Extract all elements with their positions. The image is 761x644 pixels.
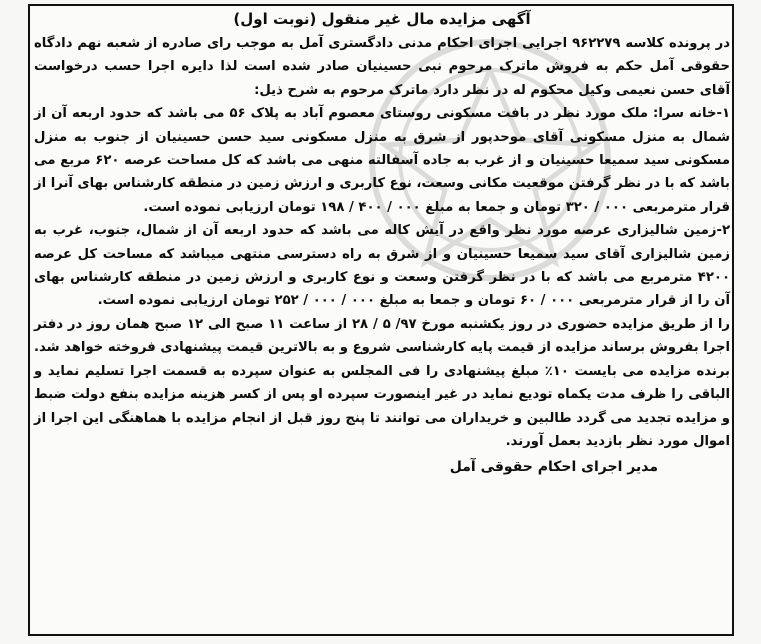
intro-paragraph: در پرونده کلاسه ۹۶۲۲۷۹ اجرایی اجرای احکام مدنی دادگستری آمل به موجب رای صادره از شعبه نهم دادگاه حقوقی آمل حکم به فروش ماترک مرحوم نبی حسینیان صادر شده است لذا دایره اجرا حسب درخواست آقای حسن نعیمی وکیل محکوم له در نظر دارد ماترک مرحوم به شرح ذیل: bbox=[34, 36, 730, 98]
auction-terms-paragraph: را از طریق مزایده حضوری در روز یکشنبه مورخ ۹۷/ ۵ / ۲۸ از ساعت ۱۱ صبح الی ۱۲ صبح همان روز در دفتر اجرا بفروش برساند مزایده از قیمت پایه کارشناسی شروع و به بالاترین قیمت پیشنهادی فروخته خواهد شد. برنده مزایده می بایست ۱۰٪ مبلغ پیشنهادی را فی المجلس به عنوان سپرده به قسمت اجرا تسلیم نماید و الباقی را ظرف مدت یکماه تودیع نماید در غیر اینصورت سپرده او پس از کسر هزینه مزایده بنفع دولت ضبط و مزایده تجدید می گردد طالبین و خریداران می توانند تا پنج روز قبل از انجام مزایده با هماهنگی این اجرا از اموال مورد نظر بازدید بعمل آورند. bbox=[33, 316, 731, 449]
top-rule bbox=[28, 4, 734, 6]
item-1-paragraph: ۱-خانه سرا: ملک مورد نظر در بافت مسکونی روستای معصوم آباد به پلاک ۵۶ می باشد که حدود اربعه آن از شمال به منزل مسکونی آقای موحدپور از شرق به منزل مسکونی سید حسن حسینیان از جنوب به منزل مسکونی سید سمیعا حسینیان و از غرب به جاده آسفالته منهی می باشد که کل مساحت عرصه ۶۲۰ مربع می باشد که با در نظر گرفتن موقعیت مکانی وسعت، نوع کاربری و ارزش زمین در منطقه کارشناس بهای آنرا از قرار مترمربعی ۰۰۰ / ۳۲۰ تومان و جمعا به مبلغ ۰۰۰ / ۴۰۰ / ۱۹۸ تومان ارزیابی نموده است. bbox=[34, 106, 731, 215]
item-2-paragraph: ۲-زمین شالیزاری عرصه مورد نظر واقع در آیش کاله می باشد که حدود اربعه آن از شمال، جنوب، غرب به زمین شالیزاری آقای سید سمیعا حسینیان و از شرق به راه دسترسی منتهی میباشد که مساحت کل عرصه ۴۲۰۰ مترمربع می باشد که با در نظر گرفتن وسعت و نوع کاربری و ارزش زمین در منطقه کارشناس بهای آن را از قرار مترمربعی ۰۰۰ / ۶۰ تومان و جمعا به مبلغ ۰۰۰ / ۰۰۰ / ۲۵۲ تومان ارزیابی نموده است. bbox=[34, 223, 730, 309]
signature-line: مدیر اجرای احکام حقوقی آمل bbox=[449, 459, 658, 476]
notice-title: آگهی مزایده مال غیر منقول (نوبت اول) bbox=[233, 10, 531, 28]
notice-body bbox=[34, 8, 730, 479]
